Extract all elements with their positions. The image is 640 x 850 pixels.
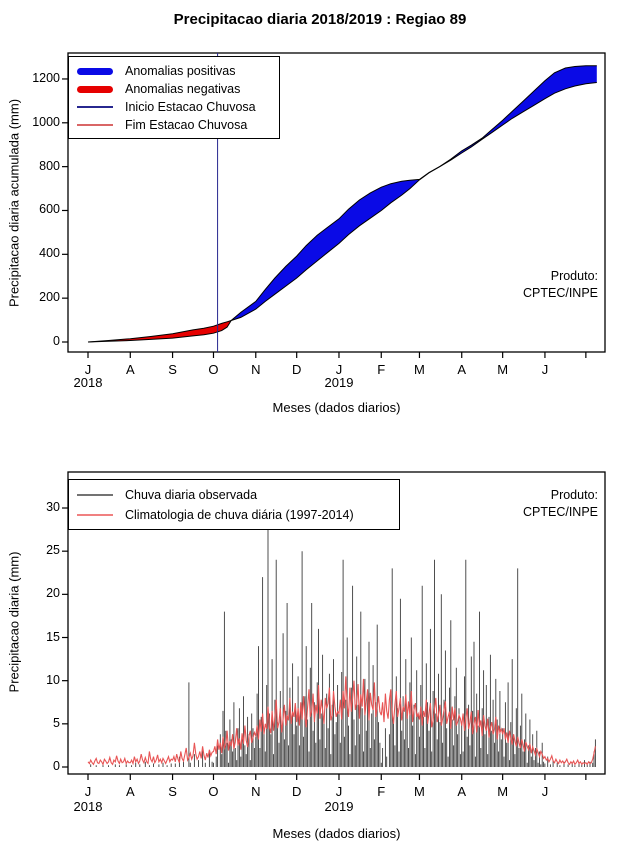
product-label: Produto:	[550, 488, 598, 502]
figure-title: Precipitacao diaria 2018/2019 : Regiao 89	[173, 11, 467, 28]
bottom-month-3: O	[208, 784, 219, 799]
bottom-x-axis-label: Meses (dados diarios)	[272, 826, 401, 841]
legend-item-climatologia	[77, 505, 391, 525]
top-year-2019: 2019	[324, 375, 354, 390]
chuva-observada-line-icon	[77, 494, 113, 496]
bottom-ytick-30: 30	[46, 500, 60, 514]
bottom-y-axis-label: Precipitacao diaria (mm)	[6, 551, 22, 693]
bottom-legend	[68, 479, 400, 530]
top-month-1: A	[125, 362, 135, 377]
product-source: CPTEC/INPE	[522, 505, 598, 519]
top-month-10: M	[497, 362, 509, 377]
bottom-product-annotation	[523, 487, 598, 521]
top-month-4: N	[251, 362, 261, 377]
legend-item-inicio-estacao	[77, 98, 271, 116]
top-month-5: D	[291, 362, 302, 377]
top-ytick-0: 0	[53, 334, 60, 348]
top-ytick-800: 800	[39, 158, 60, 173]
bottom-ytick-15: 15	[46, 629, 60, 644]
top-month-11: J	[541, 362, 549, 377]
bottom-ytick-25: 25	[46, 543, 60, 558]
climatologia-line-icon	[77, 514, 113, 516]
bottom-month-8: M	[414, 784, 425, 799]
fim-estacao-line-icon	[77, 124, 113, 126]
bottom-ytick-0: 0	[53, 759, 60, 773]
legend-item-chuva-observada	[77, 485, 391, 505]
bottom-month-4: N	[251, 784, 261, 799]
bottom-ytick-20: 20	[46, 586, 60, 601]
legend-label: Fim Estacao Chuvosa	[125, 118, 248, 132]
bottom-month-11: J	[541, 784, 549, 799]
bottom-month-9: A	[457, 784, 467, 799]
anomalias-positivas-line-icon	[77, 68, 113, 75]
legend-label: Anomalias negativas	[125, 82, 241, 96]
top-ytick-200: 200	[39, 290, 60, 305]
bottom-ytick-10: 10	[46, 672, 60, 687]
legend-item-anomalias-positivas	[77, 62, 271, 80]
top-x-axis-label: Meses (dados diarios)	[272, 400, 401, 415]
bottom-year-2018: 2018	[73, 799, 103, 814]
top-month-2: S	[168, 362, 177, 377]
legend-item-fim-estacao	[77, 116, 271, 134]
bottom-month-2: S	[168, 784, 177, 799]
bottom-month-1: A	[125, 784, 135, 799]
top-legend	[68, 56, 280, 139]
top-month-6: J	[335, 362, 343, 377]
legend-label: Inicio Estacao Chuvosa	[125, 100, 256, 114]
top-month-0: J	[84, 362, 92, 377]
top-month-3: O	[208, 362, 219, 377]
bottom-ytick-5: 5	[53, 715, 60, 730]
top-ytick-1000: 1000	[32, 114, 60, 129]
top-month-7: F	[377, 362, 386, 377]
legend-label: Chuva diaria observada	[125, 488, 258, 502]
top-month-9: A	[457, 362, 467, 377]
legend-label: Climatologia de chuva diária (1997-2014)	[125, 508, 354, 522]
product-label: Produto:	[550, 269, 598, 283]
bottom-month-10: M	[497, 784, 509, 799]
top-ytick-1200: 1200	[32, 70, 60, 85]
product-source: CPTEC/INPE	[522, 286, 598, 300]
bottom-month-7: F	[377, 784, 386, 799]
legend-label: Anomalias positivas	[125, 64, 236, 78]
bottom-month-5: D	[291, 784, 302, 799]
top-year-2018: 2018	[73, 375, 103, 390]
bottom-month-6: J	[335, 784, 343, 799]
top-product-annotation	[523, 268, 598, 302]
top-ytick-400: 400	[39, 246, 60, 261]
legend-item-anomalias-negativas	[77, 80, 271, 98]
inicio-estacao-line-icon	[77, 106, 113, 108]
bottom-year-2019: 2019	[324, 799, 354, 814]
top-month-8: M	[414, 362, 425, 377]
top-y-axis-label: Precipitacao diaria acumulada (mm)	[6, 98, 22, 308]
top-ytick-600: 600	[39, 202, 60, 217]
bottom-month-0: J	[84, 784, 92, 799]
anomalias-negativas-line-icon	[77, 86, 113, 93]
